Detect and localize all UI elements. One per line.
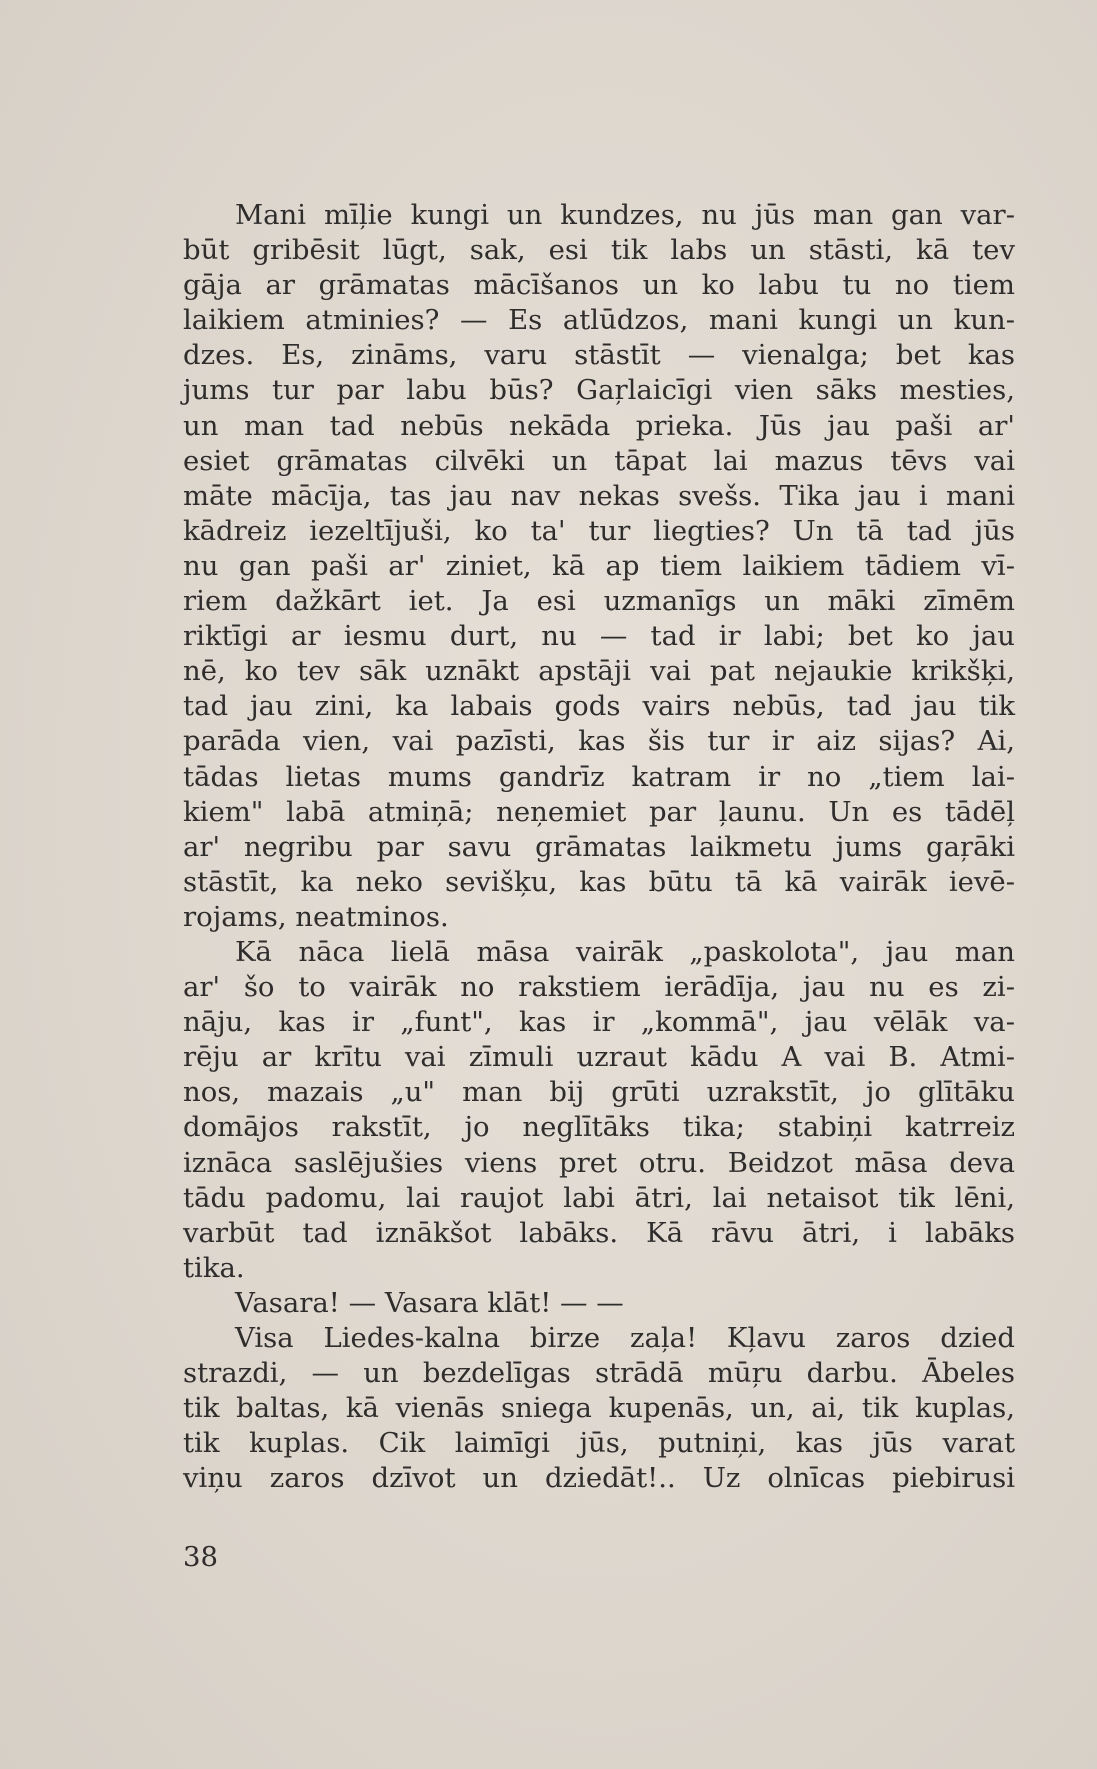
text-line: Kā nāca lielā māsa vairāk „paskolota", jau man — [235, 935, 1015, 968]
text-line: riem dažkārt iet. Ja esi uzmanīgs un māki zīmēm — [183, 585, 1015, 618]
text-line: tik kuplas. Cik laimīgi jūs, putniņi, kas jūs varat — [183, 1427, 1015, 1460]
text-line: jums tur par labu būs? Gaŗlaicīgi vien sāks mesties, — [183, 374, 1015, 407]
text-line: tad jau zini, ka labais gods vairs nebūs, tad jau tik — [183, 690, 1015, 723]
text-line: esiet grāmatas cilvēki un tāpat lai mazus tēvs vai — [183, 444, 1015, 477]
text-line: domājos rakstīt, jo neglītāks tika; stabiņi katrreiz — [183, 1111, 1015, 1144]
text-line: un man tad nebūs nekāda prieka. Jūs jau paši ar' — [183, 409, 1015, 442]
text-line: rēju ar krītu vai zīmuli uzraut kādu A vai B. Atmi- — [183, 1041, 1015, 1074]
text-line: ar' šo to vairāk no rakstiem ierādīja, jau nu es zi- — [183, 971, 1015, 1004]
text-line: nos, mazais „u" man bij grūti uzrakstīt, jo glītāku — [183, 1076, 1015, 1109]
text-line: viņu zaros dzīvot un dziedāt!.. Uz olnīcas piebirusi — [183, 1462, 1015, 1495]
text-line: tādu padomu, lai raujot labi ātri, lai netaisot tik lēni, — [183, 1181, 1015, 1214]
text-line: tādas lietas mums gandrīz katram ir no „tiem lai- — [183, 760, 1015, 793]
text-line: iznāca saslējušies viens pret otru. Beidzot māsa deva — [183, 1146, 1015, 1179]
text-line: nu gan paši ar' ziniet, kā ap tiem laikiem tādiem vī- — [183, 549, 1015, 582]
body-text — [183, 198, 1015, 1496]
page-number: 38 — [183, 1541, 218, 1573]
text-line: strazdi, — un bezdelīgas strādā mūŗu darbu. Ābeles — [183, 1357, 1015, 1390]
text-line: stāstīt, ka neko sevišķu, kas būtu tā kā vairāk ievē- — [183, 865, 1015, 898]
text-line: būt gribēsit lūgt, sak, esi tik labs un stāsti, kā tev — [183, 234, 1015, 267]
text-line: riktīgi ar iesmu durt, nu — tad ir labi; bet ko jau — [183, 620, 1015, 653]
text-line: tika. — [183, 1251, 245, 1284]
text-line: varbūt tad iznākšot labāks. Kā rāvu ātri, i labāks — [183, 1216, 1015, 1249]
text-line: dzes. Es, zināms, varu stāstīt — vienalga; bet kas — [183, 339, 1015, 372]
text-line: gāja ar grāmatas mācīšanos un ko labu tu no tiem — [183, 269, 1015, 302]
text-line: māte mācīja, tas jau nav nekas svešs. Tika jau i mani — [183, 479, 1015, 512]
text-line: Vasara! — Vasara klāt! — — — [235, 1286, 624, 1319]
text-line: kiem" labā atmiņā; neņemiet par ļaunu. Un es tādēļ — [183, 795, 1015, 828]
text-line: laikiem atminies? — Es atlūdzos, mani kungi un kun- — [183, 304, 1015, 337]
text-line: Visa Liedes-kalna birze zaļa! Kļavu zaros dzied — [235, 1322, 1015, 1354]
text-line: ar' negribu par savu grāmatas laikmetu jums gaŗāki — [183, 830, 1015, 863]
text-line: nāju, kas ir „funt", kas ir „kommā", jau vēlāk va- — [183, 1006, 1015, 1039]
text-line: kādreiz iezeltījuši, ko ta' tur liegties? Un tā tad jūs — [183, 514, 1015, 547]
text-line: Mani mīļie kungi un kundzes, nu jūs man gan var- — [235, 199, 1015, 231]
text-line: tik baltas, kā vienās sniega kupenās, un, ai, tik kuplas, — [183, 1392, 1015, 1425]
text-line: nē, ko tev sāk uznākt apstāji vai pat nejaukie krikšķi, — [183, 655, 1015, 688]
text-line: parāda vien, vai pazīsti, kas šis tur ir aiz sijas? Ai, — [183, 725, 1015, 758]
text-line: rojams, neatminos. — [183, 900, 449, 933]
